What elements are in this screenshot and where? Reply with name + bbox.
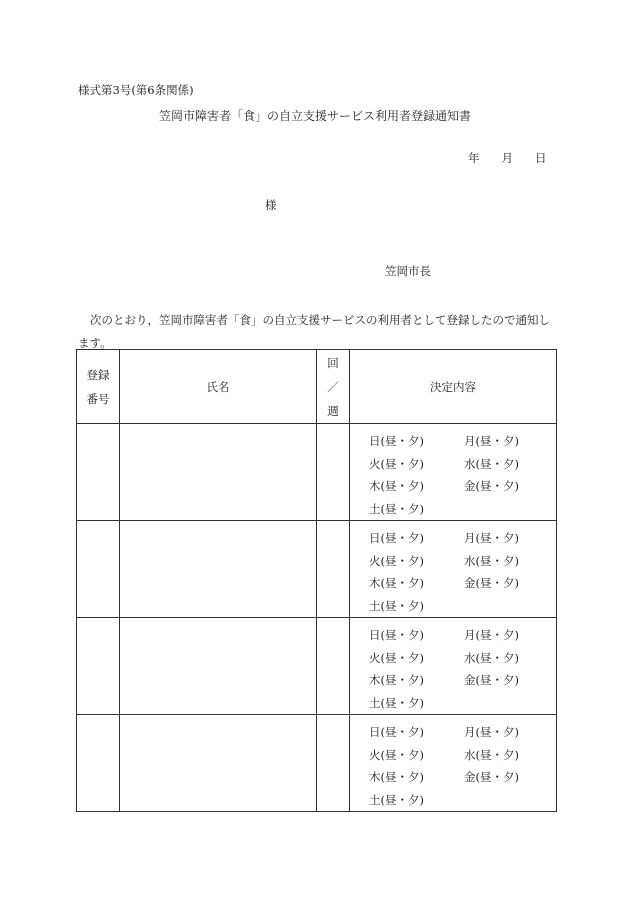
decision-content-cell — [350, 424, 557, 521]
month-label: 月 — [501, 151, 513, 165]
day-label: 日 — [535, 151, 547, 165]
meal-day-option: 土(昼・夕) — [369, 501, 424, 516]
meal-day-option: 木(昼・夕) — [369, 479, 424, 493]
meal-day-option: 土(昼・夕) — [369, 792, 424, 807]
registration-table — [76, 349, 557, 812]
meal-days-grid — [350, 521, 556, 617]
meal-day-option: 水(昼・夕) — [464, 650, 519, 665]
times-per-week-cell[interactable] — [317, 618, 350, 715]
year-label: 年 — [468, 151, 480, 165]
meal-day-option: 金(昼・夕) — [464, 770, 519, 784]
document-title: 笠岡市障害者「食」の自立支援サービス利用者登録通知書 — [158, 109, 471, 123]
decision-content-cell — [350, 715, 557, 812]
decision-content-cell — [350, 521, 557, 618]
registration-number-cell[interactable] — [77, 521, 120, 618]
meal-day-option: 日(昼・夕) — [369, 628, 424, 642]
meal-day-option: 金(昼・夕) — [464, 479, 519, 493]
registration-number-cell[interactable] — [77, 424, 120, 521]
registration-number-cell[interactable] — [77, 715, 120, 812]
date-line — [468, 152, 547, 166]
name-cell[interactable] — [120, 618, 317, 715]
meal-day-option: 水(昼・夕) — [464, 456, 519, 471]
meal-day-option: 木(昼・夕) — [369, 576, 424, 590]
times-per-week-cell[interactable] — [317, 521, 350, 618]
meal-day-option: 木(昼・夕) — [369, 770, 424, 784]
meal-day-option: 水(昼・夕) — [464, 553, 519, 568]
table-row — [77, 424, 557, 521]
form-number: 様式第3号(第6条関係) — [78, 83, 194, 97]
decision-content-cell — [350, 618, 557, 715]
name-cell[interactable] — [120, 715, 317, 812]
meal-day-option: 日(昼・夕) — [369, 434, 424, 448]
issuer-name: 笠岡市長 — [385, 264, 431, 278]
meal-day-option: 日(昼・夕) — [369, 531, 424, 545]
header-registration-number: 登録 番号 — [77, 350, 120, 424]
meal-days-grid — [350, 715, 556, 811]
meal-day-option: 火(昼・夕) — [369, 456, 424, 471]
header-decision-content: 決定内容 — [350, 350, 557, 424]
table-header-row — [77, 350, 557, 424]
meal-day-option: 火(昼・夕) — [369, 747, 424, 762]
meal-day-option: 火(昼・夕) — [369, 650, 424, 665]
meal-day-option: 土(昼・夕) — [369, 695, 424, 710]
times-per-week-cell[interactable] — [317, 715, 350, 812]
table-row — [77, 521, 557, 618]
meal-day-option: 金(昼・夕) — [464, 673, 519, 687]
name-cell[interactable] — [120, 424, 317, 521]
meal-day-option: 金(昼・夕) — [464, 576, 519, 590]
notification-body: 次のとおり，笠岡市障害者「食」の自立支援サービスの利用者として登録したので通知します。 — [78, 313, 550, 350]
meal-day-option: 水(昼・夕) — [464, 747, 519, 762]
header-times-per-week: 回 ／ 週 — [317, 350, 350, 424]
registration-number-cell[interactable] — [77, 618, 120, 715]
meal-days-grid — [350, 424, 556, 520]
table-row — [77, 715, 557, 812]
meal-day-option: 木(昼・夕) — [369, 673, 424, 687]
meal-day-option: 月(昼・夕) — [464, 434, 519, 448]
header-name: 氏名 — [120, 350, 317, 424]
meal-day-option: 月(昼・夕) — [464, 531, 519, 545]
name-cell[interactable] — [120, 521, 317, 618]
meal-day-option: 火(昼・夕) — [369, 553, 424, 568]
meal-days-grid — [350, 618, 556, 714]
meal-day-option: 月(昼・夕) — [464, 628, 519, 642]
addressee-suffix: 様 — [265, 198, 277, 212]
times-per-week-cell[interactable] — [317, 424, 350, 521]
meal-day-option: 土(昼・夕) — [369, 598, 424, 613]
meal-day-option: 月(昼・夕) — [464, 725, 519, 739]
table-row — [77, 618, 557, 715]
meal-day-option: 日(昼・夕) — [369, 725, 424, 739]
